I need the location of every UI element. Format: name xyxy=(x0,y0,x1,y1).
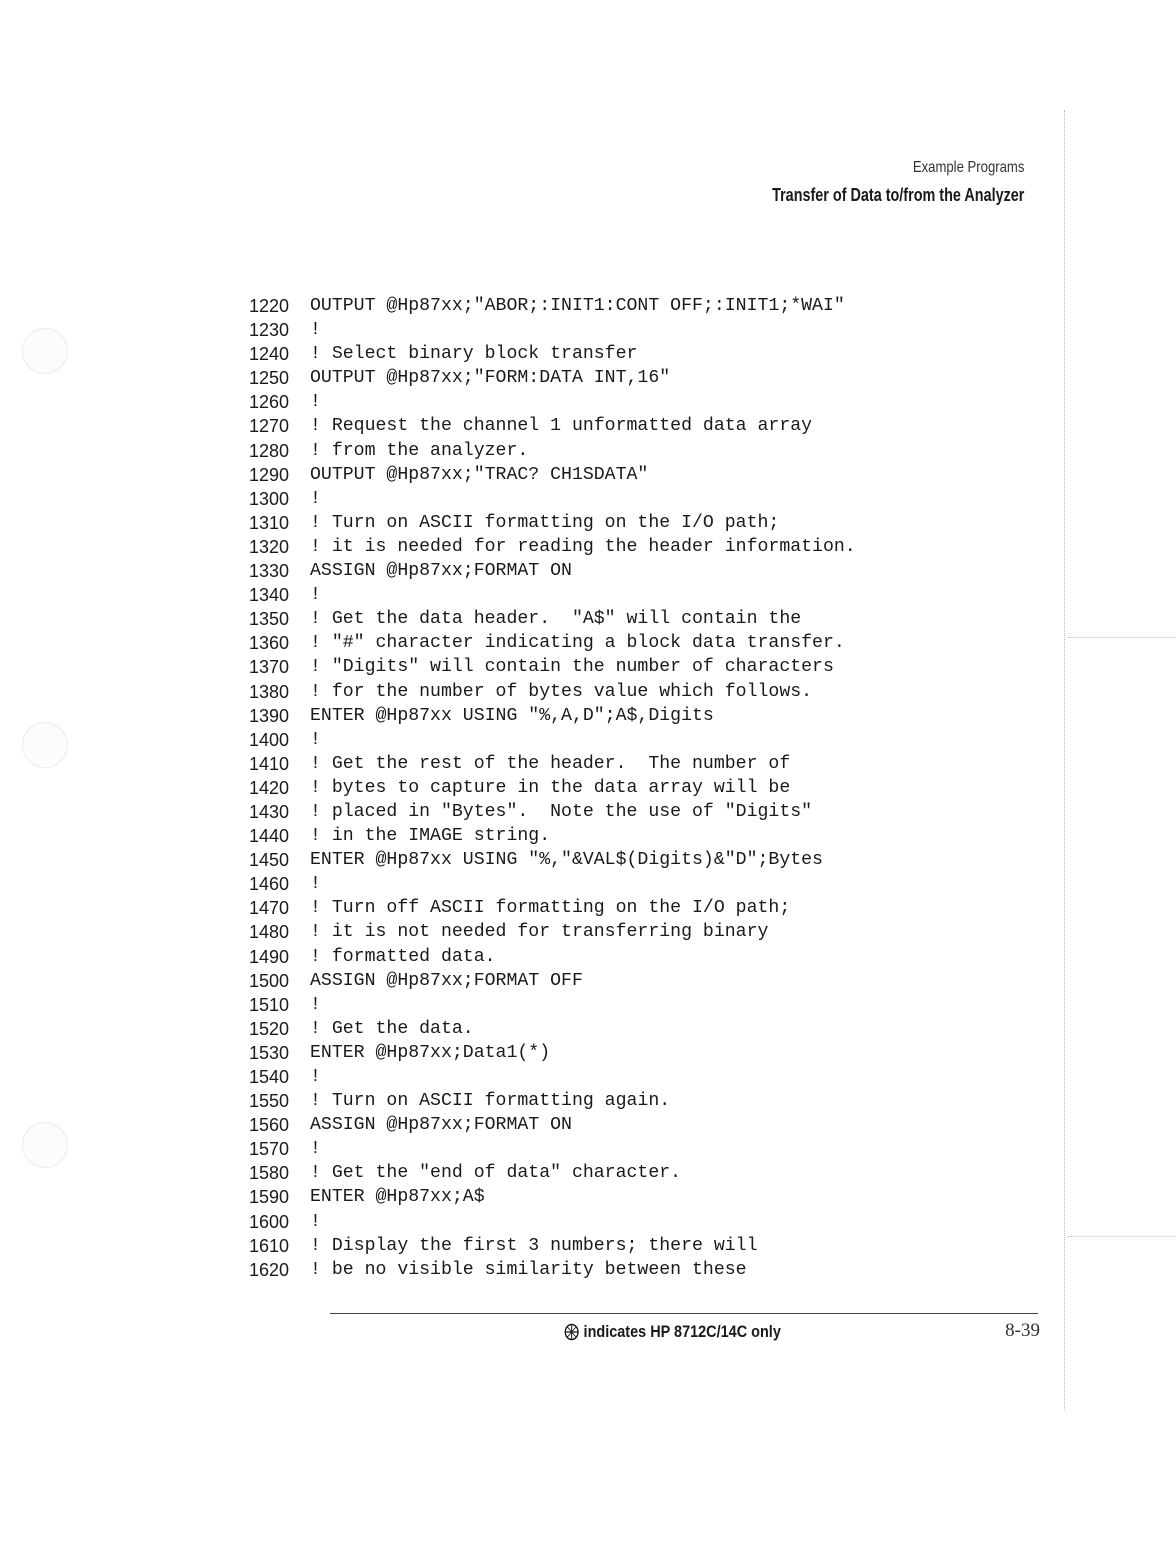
line-number: 1260 xyxy=(249,392,290,413)
code-text: ENTER @Hp87xx USING "%,A,D";A$,Digits xyxy=(310,705,714,726)
footer-note-text: indicates HP 8712C/14C only xyxy=(583,1322,781,1341)
code-line xyxy=(249,1210,856,1234)
code-text: ! xyxy=(310,1211,321,1232)
code-line xyxy=(249,535,856,559)
code-line xyxy=(249,776,856,800)
punch-hole xyxy=(22,1122,68,1168)
code-text: ! xyxy=(310,488,321,509)
line-number: 1500 xyxy=(249,970,290,991)
code-line xyxy=(249,318,856,342)
code-line xyxy=(249,728,856,752)
line-number: 1530 xyxy=(249,1042,290,1063)
line-number: 1480 xyxy=(249,922,290,943)
code-text: ! Display the first 3 numbers; there will xyxy=(310,1235,758,1256)
code-line xyxy=(249,1234,856,1258)
code-text: OUTPUT @Hp87xx;"FORM:DATA INT,16" xyxy=(310,368,671,389)
code-text: ! Request the channel 1 unformatted data array xyxy=(310,416,813,437)
line-number: 1290 xyxy=(249,464,290,485)
code-text: ! xyxy=(310,874,321,895)
line-number: 1470 xyxy=(249,898,290,919)
code-text: ! Get the data header. "A$" will contain the xyxy=(310,609,802,630)
code-text: ! xyxy=(310,729,321,750)
line-number: 1550 xyxy=(249,1091,290,1112)
code-line xyxy=(249,680,856,704)
line-number: 1310 xyxy=(249,512,290,533)
code-text: ! Get the data. xyxy=(310,1018,474,1039)
code-text: ASSIGN @Hp87xx;FORMAT ON xyxy=(310,561,572,582)
line-number: 1540 xyxy=(249,1067,290,1087)
line-number: 1300 xyxy=(249,488,290,509)
code-line xyxy=(249,800,856,824)
code-line xyxy=(249,824,856,848)
code-line xyxy=(249,366,856,390)
code-text: ! "Digits" will contain the number of characters xyxy=(310,657,834,678)
line-number: 1280 xyxy=(249,440,290,461)
code-line xyxy=(249,463,856,487)
punch-hole xyxy=(22,722,68,768)
code-text: ! Select binary block transfer xyxy=(310,344,638,365)
line-number: 1600 xyxy=(249,1211,290,1232)
code-text: ! it is needed for reading the header information. xyxy=(310,536,856,557)
instrument-symbol-icon xyxy=(564,1323,579,1341)
line-number: 1570 xyxy=(249,1139,290,1160)
code-text: ENTER @Hp87xx;Data1(*) xyxy=(310,1042,551,1063)
code-line xyxy=(249,655,856,679)
line-number: 1370 xyxy=(249,657,290,678)
code-listing xyxy=(249,294,856,1282)
code-text: ! formatted data. xyxy=(310,946,496,967)
code-text: ENTER @Hp87xx;A$ xyxy=(310,1187,485,1208)
line-number: 1400 xyxy=(249,729,290,750)
code-line xyxy=(249,945,856,969)
code-line xyxy=(249,631,856,655)
code-text: ! placed in "Bytes". Note the use of "Digits" xyxy=(310,801,813,822)
line-number: 1320 xyxy=(249,536,290,557)
code-text: ! in the IMAGE string. xyxy=(310,826,551,847)
code-text: ASSIGN @Hp87xx;FORMAT OFF xyxy=(310,970,583,991)
code-line xyxy=(249,439,856,463)
code-text: ! xyxy=(310,585,321,606)
code-text: ! Turn on ASCII formatting on the I/O path; xyxy=(310,512,780,533)
page-edge xyxy=(1064,110,1065,1410)
edge-mark xyxy=(1068,637,1176,638)
line-number: 1350 xyxy=(249,609,290,630)
code-text: ! xyxy=(310,320,321,341)
code-text: ! Turn off ASCII formatting on the I/O path; xyxy=(310,898,791,919)
code-text: ! xyxy=(310,1139,321,1160)
line-number: 1220 xyxy=(249,296,290,316)
line-number: 1410 xyxy=(249,753,290,774)
code-text: ! Get the "end of data" character. xyxy=(310,1163,682,1184)
line-number: 1360 xyxy=(249,633,290,654)
edge-mark xyxy=(1068,1236,1176,1237)
code-text: ! xyxy=(310,1067,321,1087)
code-line xyxy=(249,920,856,944)
code-text: ! xyxy=(310,994,321,1015)
footer-rule xyxy=(330,1313,1038,1314)
page-number: 8-39 xyxy=(1005,1320,1040,1341)
code-line xyxy=(249,1089,856,1113)
code-text: ! "#" character indicating a block data transfer. xyxy=(310,633,845,654)
line-number: 1580 xyxy=(249,1163,290,1184)
line-number: 1520 xyxy=(249,1018,290,1039)
code-text: ENTER @Hp87xx USING "%,"&VAL$(Digits)&"D";Bytes xyxy=(310,850,823,871)
code-line xyxy=(249,294,856,318)
code-line xyxy=(249,607,856,631)
footer-note xyxy=(564,1322,781,1342)
code-line xyxy=(249,993,856,1017)
code-text: ! it is not needed for transferring binary xyxy=(310,922,769,943)
code-line xyxy=(249,342,856,366)
section-title: Transfer of Data to/from the Analyzer xyxy=(771,185,1024,205)
line-number: 1380 xyxy=(249,681,290,702)
line-number: 1590 xyxy=(249,1187,290,1208)
line-number: 1270 xyxy=(249,416,290,437)
line-number: 1390 xyxy=(249,705,290,726)
code-line xyxy=(249,1017,856,1041)
code-line xyxy=(249,872,856,896)
code-line xyxy=(249,1041,856,1065)
chapter-title: Example Programs xyxy=(912,159,1024,176)
code-text: OUTPUT @Hp87xx;"TRAC? CH1SDATA" xyxy=(310,464,649,485)
code-text: ! be no visible similarity between these xyxy=(310,1259,747,1280)
code-line xyxy=(249,414,856,438)
code-text: ! for the number of bytes value which follows. xyxy=(310,681,813,702)
code-line xyxy=(249,1113,856,1137)
code-line xyxy=(249,1137,856,1161)
line-number: 1490 xyxy=(249,946,290,967)
punch-hole xyxy=(22,328,68,374)
code-line xyxy=(249,1258,856,1282)
line-number: 1620 xyxy=(249,1259,290,1280)
line-number: 1610 xyxy=(249,1235,290,1256)
line-number: 1240 xyxy=(249,344,290,365)
line-number: 1250 xyxy=(249,368,290,389)
code-line xyxy=(249,1065,856,1089)
code-text: OUTPUT @Hp87xx;"ABOR;:INIT1:CONT OFF;:INIT1;*WAI" xyxy=(310,296,845,316)
code-line xyxy=(249,704,856,728)
code-line xyxy=(249,390,856,414)
line-number: 1510 xyxy=(249,994,290,1015)
line-number: 1340 xyxy=(249,585,290,606)
code-text: ! xyxy=(310,392,321,413)
code-text: ! bytes to capture in the data array will be xyxy=(310,777,791,798)
code-line xyxy=(249,896,856,920)
line-number: 1420 xyxy=(249,777,290,798)
line-number: 1450 xyxy=(249,850,290,871)
code-line xyxy=(249,969,856,993)
code-line xyxy=(249,559,856,583)
line-number: 1430 xyxy=(249,801,290,822)
code-line xyxy=(249,1161,856,1185)
code-line xyxy=(249,752,856,776)
code-line xyxy=(249,583,856,607)
code-text: ! Get the rest of the header. The number of xyxy=(310,753,791,774)
code-text: ! Turn on ASCII formatting again. xyxy=(310,1091,671,1112)
code-line xyxy=(249,1185,856,1209)
code-text: ! from the analyzer. xyxy=(310,440,529,461)
line-number: 1440 xyxy=(249,826,290,847)
line-number: 1560 xyxy=(249,1115,290,1136)
line-number: 1330 xyxy=(249,561,290,582)
code-text: ASSIGN @Hp87xx;FORMAT ON xyxy=(310,1115,572,1136)
code-line xyxy=(249,487,856,511)
code-line xyxy=(249,511,856,535)
code-line xyxy=(249,848,856,872)
running-head xyxy=(709,155,1024,209)
line-number: 1230 xyxy=(249,320,290,341)
line-number: 1460 xyxy=(249,874,290,895)
